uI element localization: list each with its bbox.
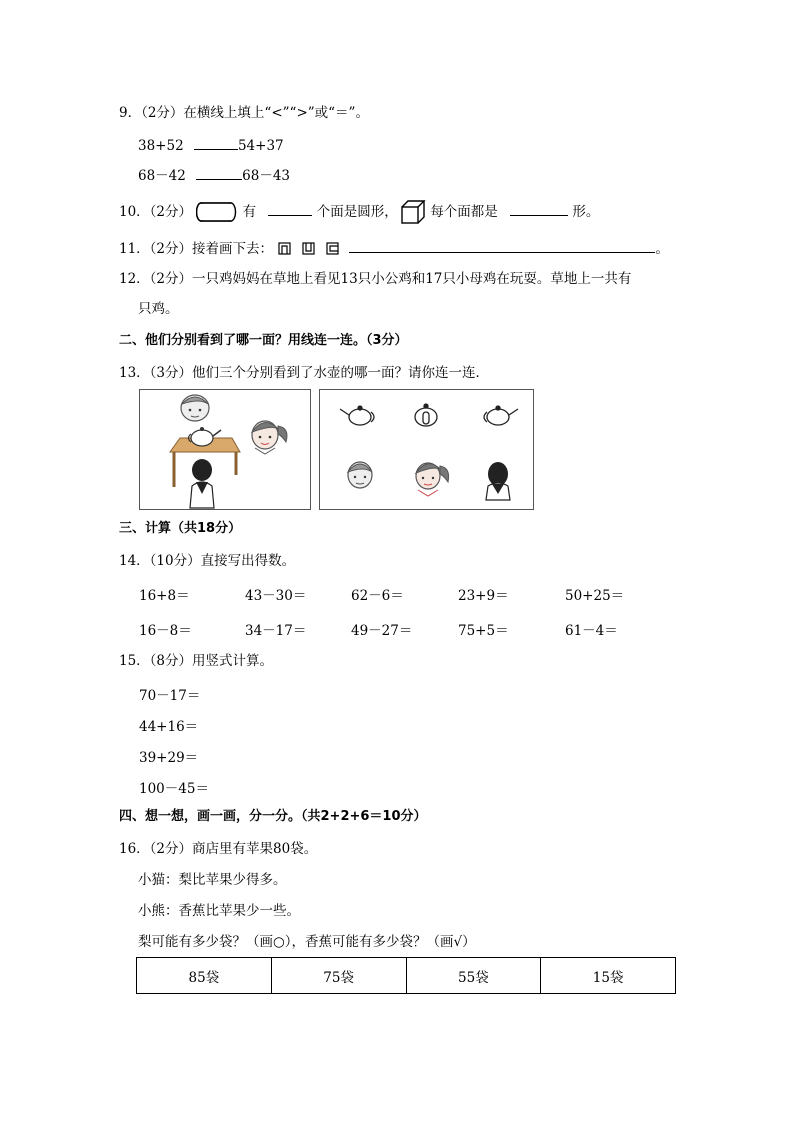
teapot-side-view-a <box>340 406 374 425</box>
q9-row1-left: 38+52 <box>138 138 184 154</box>
q13-scene-image <box>139 389 311 510</box>
q12-line1: 12．（2分）一只鸡妈妈在草地上看见13只小公鸡和17只小母鸡在玩耍。草地上一共有 <box>119 271 632 287</box>
q16-stem: 16．（2分）商店里有苹果80袋。 <box>119 841 318 857</box>
q14-r1-c2: 43－30＝ <box>245 588 307 604</box>
q11-end: 。 <box>655 241 669 257</box>
q11-line <box>119 239 669 258</box>
q10-number: 10．（2分） <box>119 204 193 220</box>
q14-r2-c1: 16－8＝ <box>139 623 192 639</box>
q9-row1-right: 54+37 <box>237 138 284 154</box>
q16-cat-line: 小猫：梨比苹果少得多。 <box>138 872 287 888</box>
boy-top-figure <box>181 395 209 421</box>
q15-item-3: 39+29＝ <box>139 750 199 766</box>
q16-option-4[interactable]: 15袋 <box>541 958 676 994</box>
q14-r1-c5: 50+25＝ <box>565 588 625 604</box>
q9-stem: 9．（2分）在横线上填上“<”“>”或“＝”。 <box>119 105 369 121</box>
q15-item-4: 100－45＝ <box>139 781 209 797</box>
q11-number: 11．（2分）接着画下去： <box>119 241 274 257</box>
q9-row2 <box>138 166 290 185</box>
section-2-heading: 二、他们分别看到了哪一面？用线连一连。（3分） <box>119 333 408 348</box>
q9-row2-right: 68－43 <box>242 168 291 184</box>
q14-r2-c2: 34－17＝ <box>245 623 307 639</box>
pattern-sequence-icon <box>277 243 349 257</box>
girl-portrait <box>416 463 449 496</box>
q13-options-image <box>319 389 534 510</box>
child-back-portrait <box>486 462 510 500</box>
section-3-heading: 三、计算（共18分） <box>119 521 242 536</box>
q9-row1 <box>138 136 284 155</box>
q10-part4: 形。 <box>572 204 600 220</box>
cylinder-icon <box>196 204 238 222</box>
q16-bear-line: 小熊：香蕉比苹果少一些。 <box>138 903 300 919</box>
q12-line2: 只鸡。 <box>138 301 179 317</box>
q16-option-2[interactable]: 75袋 <box>271 958 406 994</box>
child-front-figure <box>190 459 214 508</box>
boy-portrait <box>348 462 372 488</box>
section-4-heading: 四、想一想，画一画，分一分。（共2+2+6＝10分） <box>119 809 427 824</box>
q15-item-2: 44+16＝ <box>139 719 199 735</box>
q14-r1-c1: 16+8＝ <box>139 588 190 604</box>
girl-right-figure <box>252 421 287 454</box>
q14-r2-c5: 61－4＝ <box>565 623 618 639</box>
q16-options-table <box>136 957 676 994</box>
q10-part2: 个面是圆形， <box>316 204 398 220</box>
q10-line <box>119 202 599 222</box>
q16-option-3[interactable]: 55袋 <box>406 958 541 994</box>
q15-stem: 15．（8分）用竖式计算。 <box>119 653 274 669</box>
cube-icon <box>402 204 426 222</box>
q16-option-1[interactable]: 85袋 <box>137 958 272 994</box>
q13-stem: 13．（3分）他们三个分别看到了水壶的哪一面？请你连一连． <box>119 365 490 381</box>
q16-options-row <box>137 958 676 994</box>
teapot-side-view-b <box>484 406 518 425</box>
q14-stem: 14．（10分）直接写出得数。 <box>119 553 296 569</box>
q14-r1-c4: 23+9＝ <box>458 588 509 604</box>
teapot-front-view <box>415 404 437 426</box>
q9-blank-2[interactable] <box>196 166 242 180</box>
q15-item-1: 70－17＝ <box>139 688 201 704</box>
q14-r2-c3: 49－27＝ <box>351 623 413 639</box>
q11-answer-line[interactable] <box>349 239 655 253</box>
q10-blank-1[interactable] <box>268 202 312 216</box>
q14-r1-c3: 62－6＝ <box>351 588 404 604</box>
q9-blank-1[interactable] <box>194 136 238 150</box>
q9-row2-left: 68－42 <box>138 168 186 184</box>
q10-blank-2[interactable] <box>510 202 568 216</box>
q10-part3: 每个面都是 <box>430 204 498 220</box>
q10-part1: 有 <box>242 204 257 220</box>
q16-ask-line: 梨可能有多少袋？（画○），香蕉可能有多少袋？（画√） <box>138 934 476 950</box>
q14-r2-c4: 75+5＝ <box>458 623 509 639</box>
